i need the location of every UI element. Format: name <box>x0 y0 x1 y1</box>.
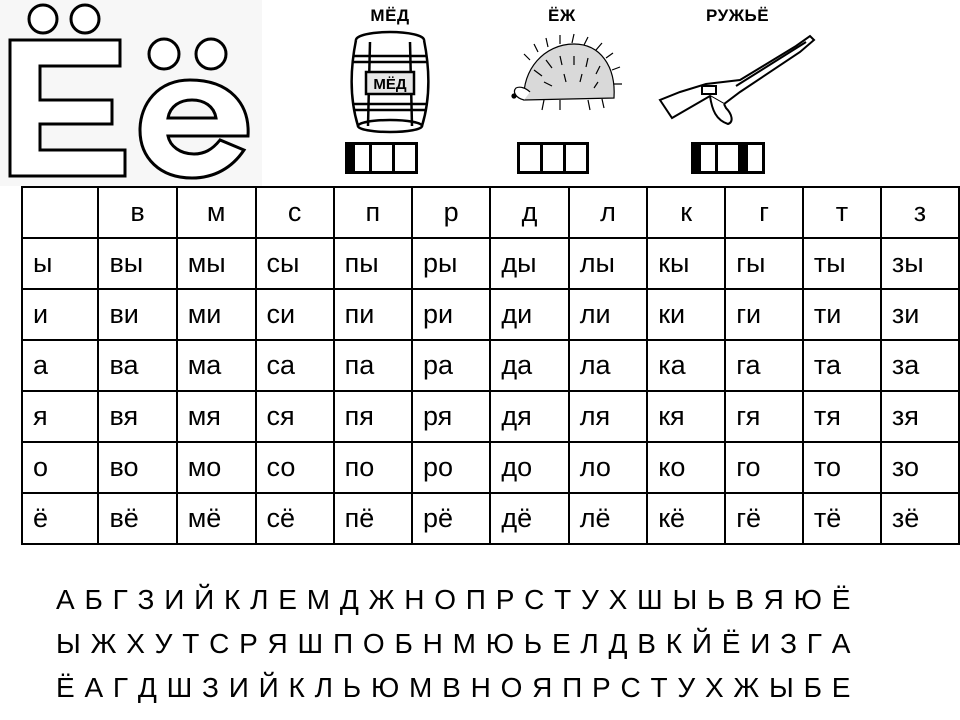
table-cell: зя <box>881 391 959 442</box>
table-cell <box>22 187 98 238</box>
table-cell: вя <box>98 391 176 442</box>
answer-boxes-honey <box>348 142 418 174</box>
table-cell: к <box>647 187 725 238</box>
table-cell: лы <box>569 238 647 289</box>
table-cell: ри <box>412 289 490 340</box>
table-cell: ло <box>569 442 647 493</box>
table-cell: ры <box>412 238 490 289</box>
table-cell: ка <box>647 340 725 391</box>
table-cell: кы <box>647 238 725 289</box>
table-cell: кя <box>647 391 725 442</box>
table-cell: ги <box>725 289 803 340</box>
table-cell: тя <box>803 391 881 442</box>
table-cell: ра <box>412 340 490 391</box>
table-cell: м <box>177 187 256 238</box>
table-cell: тё <box>803 493 881 544</box>
table-row <box>22 493 959 544</box>
table-cell: мё <box>177 493 256 544</box>
table-cell: в <box>98 187 176 238</box>
table-cell: дё <box>490 493 568 544</box>
table-cell: сё <box>256 493 334 544</box>
table-cell: пи <box>334 289 412 340</box>
table-cell: я <box>22 391 98 442</box>
table-cell: со <box>256 442 334 493</box>
table-cell: зы <box>881 238 959 289</box>
big-letters-yo <box>0 0 262 186</box>
table-cell: по <box>334 442 412 493</box>
table-cell: та <box>803 340 881 391</box>
table-cell: са <box>256 340 334 391</box>
table-cell: ты <box>803 238 881 289</box>
table-cell: гы <box>725 238 803 289</box>
table-cell: ы <box>22 238 98 289</box>
table-cell: ся <box>256 391 334 442</box>
table-cell: п <box>334 187 412 238</box>
picture-word: РУЖЬЁ <box>706 6 770 25</box>
barrel-label: МЁД <box>373 76 407 93</box>
table-cell: ко <box>647 442 725 493</box>
table-cell: мо <box>177 442 256 493</box>
picture-word: ЁЖ <box>548 6 576 25</box>
letter-box[interactable] <box>345 142 372 174</box>
table-cell: мя <box>177 391 256 442</box>
table-cell: лё <box>569 493 647 544</box>
alphabet-line-1: А Б Г З И Й К Л Е М Д Ж Н О П Р С Т У Х Ш Ы Ь В Я Ю Ё <box>56 584 852 615</box>
picture-word: МЁД <box>370 6 410 25</box>
table-cell: г <box>725 187 803 238</box>
table-cell: т <box>803 187 881 238</box>
table-cell: р <box>412 187 490 238</box>
table-cell: а <box>22 340 98 391</box>
table-cell: д <box>490 187 568 238</box>
table-row <box>22 238 959 289</box>
table-cell: пы <box>334 238 412 289</box>
alphabet-line-3: Ё А Г Д Ш З И Й К Л Ь Ю М В Н О Я П Р С Т У Х Ж Ы Б Е <box>56 672 852 703</box>
table-cell: ли <box>569 289 647 340</box>
hedgehog-icon <box>504 0 624 140</box>
letter-box[interactable] <box>563 142 589 174</box>
table-cell: ди <box>490 289 568 340</box>
table-cell: вё <box>98 493 176 544</box>
table-cell: гё <box>725 493 803 544</box>
table-cell: ви <box>98 289 176 340</box>
table-cell: с <box>256 187 334 238</box>
answer-boxes-hedgehog <box>520 142 589 174</box>
table-cell: ма <box>177 340 256 391</box>
letter-box[interactable] <box>738 142 765 174</box>
table-cell: ти <box>803 289 881 340</box>
answer-boxes-rifle <box>694 142 765 174</box>
table-cell: рё <box>412 493 490 544</box>
table-row <box>22 289 959 340</box>
table-cell: дя <box>490 391 568 442</box>
table-cell: ва <box>98 340 176 391</box>
table-cell: гя <box>725 391 803 442</box>
table-cell: то <box>803 442 881 493</box>
table-cell: за <box>881 340 959 391</box>
table-cell: га <box>725 340 803 391</box>
table-cell: зё <box>881 493 959 544</box>
table-cell: ля <box>569 391 647 442</box>
table-header-row <box>22 187 959 238</box>
table-cell: до <box>490 442 568 493</box>
table-cell: л <box>569 187 647 238</box>
table-cell: мы <box>177 238 256 289</box>
rifle-icon <box>650 0 830 140</box>
table-cell: вы <box>98 238 176 289</box>
table-cell: з <box>881 187 959 238</box>
table-cell: ды <box>490 238 568 289</box>
table-row <box>22 391 959 442</box>
barrel-icon <box>340 0 440 140</box>
table-cell: и <box>22 289 98 340</box>
table-cell: сы <box>256 238 334 289</box>
table-cell: кё <box>647 493 725 544</box>
table-cell: ми <box>177 289 256 340</box>
table-cell: си <box>256 289 334 340</box>
table-cell: ё <box>22 493 98 544</box>
table-cell: ря <box>412 391 490 442</box>
table-cell: зо <box>881 442 959 493</box>
table-cell: па <box>334 340 412 391</box>
table-cell: го <box>725 442 803 493</box>
letter-box[interactable] <box>392 142 418 174</box>
alphabet-line-2: Ы Ж Х У Т С Р Я Ш П О Б Н М Ю Ь Е Л Д В К Й Ё И З Г А <box>56 628 852 659</box>
table-cell: пё <box>334 493 412 544</box>
letter-box[interactable] <box>691 142 718 174</box>
table-cell: ро <box>412 442 490 493</box>
table-cell: о <box>22 442 98 493</box>
table-cell: во <box>98 442 176 493</box>
table-row <box>22 442 959 493</box>
table-cell: зи <box>881 289 959 340</box>
table-row <box>22 340 959 391</box>
table-cell: ла <box>569 340 647 391</box>
table-cell: да <box>490 340 568 391</box>
table-cell: пя <box>334 391 412 442</box>
syllable-table <box>21 186 960 545</box>
table-cell: ки <box>647 289 725 340</box>
